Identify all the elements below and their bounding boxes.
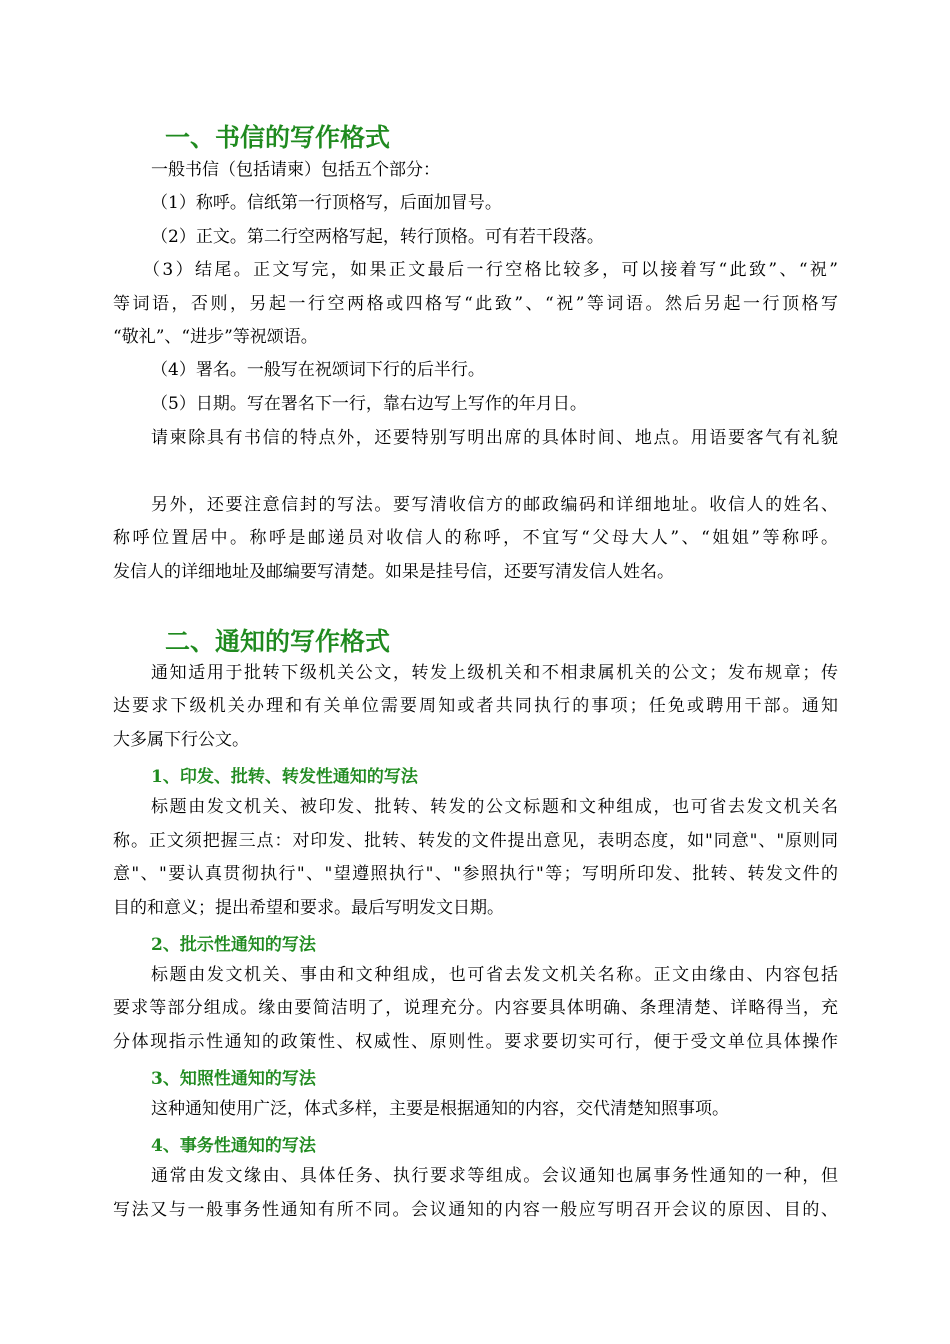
subsection-1-line: 标题由发文机关、被印发、批转、转发的公文标题和文种组成，也可省去发文机关名 [151, 797, 838, 817]
letter-item-3-line: 等词语，否则，另起一行空两格或四格写“此致”、“祝”等词语。然后另起一行顶格写 [113, 294, 838, 314]
envelope-line: 称呼位置居中。称呼是邮递员对收信人的称呼，不宜写“父母大人”、“姐姐”等称呼。 [113, 528, 838, 548]
subsection-2-line: 分体现指示性通知的政策性、权威性、原则性。要求要切实可行，便于受文单位具体操作 [113, 1032, 838, 1052]
notice-intro-line: 大多属下行公文。 [113, 730, 249, 750]
letter-item-3-line: （3）结尾。正文写完，如果正文最后一行空格比较多，可以接着写“此致”、“祝” [143, 260, 838, 280]
letter-item-2: （2）正文。第二行空两格写起，转行顶格。可有若干段落。 [151, 227, 604, 247]
subsection-4-line: 写法又与一般事务性通知有所不同。会议通知的内容一般应写明召开会议的原因、目的、 [113, 1200, 838, 1220]
section1-title: 一、书信的写作格式 [165, 123, 391, 152]
letter-item-4: （4）署名。一般写在祝颂词下行的后半行。 [151, 360, 485, 380]
section1-intro: 一般书信（包括请柬）包括五个部分： [151, 160, 440, 180]
notice-intro-line: 通知适用于批转下级机关公文，转发上级机关和不相隶属机关的公文；发布规章；传 [151, 663, 838, 683]
invitation-note: 请柬除具有书信的特点外，还要特别写明出席的具体时间、地点。用语要客气有礼貌 [151, 428, 838, 448]
subsection-4-line: 通常由发文缘由、具体任务、执行要求等组成。会议通知也属事务性通知的一种，但 [151, 1166, 838, 1186]
letter-item-3-line: “敬礼”、“进步”等祝颂语。 [113, 327, 318, 347]
subsection-4-title: 4、事务性通知的写法 [151, 1136, 316, 1156]
notice-intro-line: 达要求下级机关办理和有关单位需要周知或者共同执行的事项；任免或聘用干部。通知 [113, 696, 838, 716]
subsection-2-line: 要求等部分组成。缘由要简洁明了，说理充分。内容要具体明确、条理清楚、详略得当，充 [113, 998, 838, 1018]
subsection-3-line: 这种通知使用广泛，体式多样，主要是根据通知的内容，交代清楚知照事项。 [151, 1099, 729, 1119]
section2-title: 二、通知的写作格式 [165, 627, 391, 656]
subsection-2-line: 标题由发文机关、事由和文种组成，也可省去发文机关名称。正文由缘由、内容包括 [151, 965, 838, 985]
subsection-1-line: 意"、"要认真贯彻执行"、"望遵照执行"、"参照执行"等；写明所印发、批转、转发文件的 [113, 864, 838, 884]
subsection-3-title: 3、知照性通知的写法 [151, 1069, 316, 1089]
letter-item-5: （5）日期。写在署名下一行，靠右边写上写作的年月日。 [151, 394, 587, 414]
subsection-1-line: 目的和意义；提出希望和要求。最后写明发文日期。 [113, 898, 504, 918]
subsection-1-title: 1、印发、批转、转发性通知的写法 [151, 767, 418, 787]
envelope-line: 另外，还要注意信封的写法。要写清收信方的邮政编码和详细地址。收信人的姓名、 [151, 495, 838, 515]
subsection-1-line: 称。正文须把握三点：对印发、批转、转发的文件提出意见，表明态度，如"同意"、"原则同 [113, 831, 838, 851]
subsection-2-title: 2、批示性通知的写法 [151, 935, 316, 955]
letter-item-1: （1）称呼。信纸第一行顶格写，后面加冒号。 [151, 193, 502, 213]
envelope-line: 发信人的详细地址及邮编要写清楚。如果是挂号信，还要写清发信人姓名。 [113, 562, 674, 582]
